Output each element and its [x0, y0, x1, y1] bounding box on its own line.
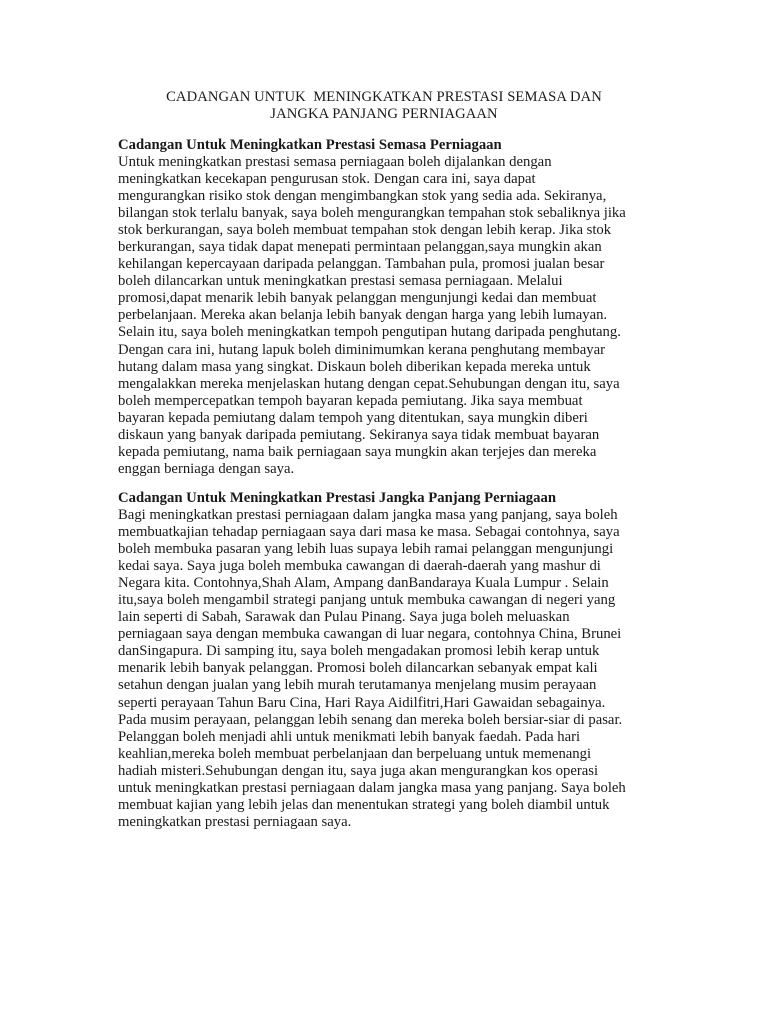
paragraph-line: keahlian,mereka boleh membuat perbelanjaan dan berpeluang untuk memenangi — [118, 745, 592, 762]
paragraph-line: bayaran kepada pemiutang dalam tempoh yang ditentukan, saya mungkin diberi — [118, 409, 588, 426]
paragraph-line: kehilangan kepercayaan daripada pelanggan. Tambahan pula, promosi jualan besar — [118, 256, 605, 273]
paragraph-line: untuk meningkatkan prestasi perniagaan dalam jangka masa yang panjang. Saya boleh — [118, 779, 626, 796]
paragraph-line: meningkatkan kecekapan pengurusan stok. Dengan cara ini, saya dapat — [118, 171, 536, 188]
paragraph-line: boleh dilancarkan untuk meningkatkan prestasi semasa perniagaan. Melalui — [118, 273, 563, 290]
paragraph-line: boleh membuka pasaran yang lebih luas supaya lebih ramai pelanggan mengunjungi — [118, 541, 614, 558]
paragraph-line: kepada pemiutang, nama baik perniagaan saya mungkin akan terjejes dan mereka — [118, 443, 597, 460]
section-long-term-performance — [118, 490, 658, 831]
section-heading: Cadangan Untuk Meningkatkan Prestasi Jangka Panjang Perniagaan — [118, 490, 556, 506]
paragraph-line: hutang dalam masa yang singkat. Diskaun boleh diberikan kepada mereka untuk — [118, 358, 591, 375]
paragraph-line: boleh mempercepatkan tempoh bayaran kepada pemiutang. Jika saya membuat — [118, 392, 583, 409]
paragraph-line: meningkatkan prestasi perniagaan saya. — [118, 813, 352, 830]
paragraph-line: membuatkajian tehadap perniagaan saya dari masa ke masa. Sebagai contohnya, saya — [118, 524, 620, 541]
paragraph-line: danSingapura. Di samping itu, saya boleh mengadakan promosi lebih kerap untuk — [118, 643, 600, 660]
paragraph-line: enggan berniaga dengan saya. — [118, 460, 295, 477]
paragraph-line: diskaun yang banyak daripada pemiutang. Sekiranya saya tidak membuat bayaran — [118, 426, 600, 443]
paragraph-line: Pelanggan boleh menjadi ahli untuk menikmati lebih banyak faedah. Pada hari — [118, 728, 581, 745]
title-line-1: CADANGAN UNTUK MENINGKATKAN PRESTASI SEMASA DAN — [166, 89, 602, 105]
paragraph-line: stok berkurangan, saya boleh membuat tempahan stok dengan lebih kerap. Jika stok — [118, 222, 612, 239]
paragraph-line: perniagaan saya dengan membuka cawangan di luar negara, contohnya China, Brunei — [118, 626, 622, 643]
section-body — [118, 507, 658, 831]
section-current-performance — [118, 137, 658, 478]
paragraph-line: Untuk meningkatkan prestasi semasa perniagaan boleh dijalankan dengan — [118, 154, 552, 170]
paragraph-line: berkurangan, saya tidak dapat menepati permintaan pelanggan,saya mungkin akan — [118, 239, 602, 256]
paragraph-line: promosi,dapat menarik lebih banyak pelanggan mengunjungi kedai dan membuat — [118, 290, 597, 307]
paragraph-line: mengurangkan risiko stok dengan mengimbangkan stok yang sedia ada. Sekiranya, — [118, 188, 607, 205]
paragraph-line: Pada musim perayaan, pelanggan lebih senang dan mereka boleh bersiar-siar di pasar. — [118, 711, 623, 728]
title-line-2: JANGKA PANJANG PERNIAGAAN — [270, 106, 498, 122]
section-body — [118, 154, 658, 478]
paragraph-line: Selain itu, saya boleh meningkatkan tempoh pengutipan hutang daripada penghutang. — [118, 324, 621, 341]
paragraph-line: itu,saya boleh mengambil strategi panjang untuk membuka cawangan di negeri yang — [118, 592, 616, 609]
paragraph-line: kedai saya. Saya juga boleh membuka cawangan di daerah-daerah yang mashur di — [118, 558, 601, 575]
paragraph-line: lain seperti di Sabah, Sarawak dan Pulau Pinang. Saya juga boleh meluaskan — [118, 609, 570, 626]
paragraph-line: seperti perayaan Tahun Baru Cina, Hari Raya Aidilfitri,Hari Gawaidan sebagainya. — [118, 694, 606, 711]
paragraph-line: bilangan stok terlalu banyak, saya boleh mengurangkan tempahan stok sebaliknya jika — [118, 205, 626, 222]
paragraph-line: mengalakkan mereka menjelaskan hutang dengan cepat.Sehubungan dengan itu, saya — [118, 375, 620, 392]
section-heading: Cadangan Untuk Meningkatkan Prestasi Semasa Perniagaan — [118, 137, 502, 153]
paragraph-line: Bagi meningkatkan prestasi perniagaan dalam jangka masa yang panjang, saya boleh — [118, 507, 618, 523]
paragraph-line: hadiah misteri.Sehubungan dengan itu, saya juga akan mengurangkan kos operasi — [118, 762, 599, 779]
paragraph-line: membuat kajian yang lebih jelas dan menentukan strategi yang boleh diambil untuk — [118, 796, 610, 813]
paragraph-line: menarik lebih banyak pelanggan. Promosi boleh dilancarkan sebanyak empat kali — [118, 660, 598, 677]
paragraph-line: Negara kita. Contohnya,Shah Alam, Ampang danBandaraya Kuala Lumpur . Selain — [118, 575, 609, 592]
paragraph-line: perbelanjaan. Mereka akan belanja lebih banyak dengan harga yang lebih lumayan. — [118, 307, 608, 324]
paragraph-line: setahun dengan jualan yang lebih murah terutamanya menjelang musim perayaan — [118, 677, 597, 694]
page-title — [100, 89, 668, 123]
paragraph-line: Dengan cara ini, hutang lapuk boleh diminimumkan kerana penghutang membayar — [118, 341, 605, 358]
